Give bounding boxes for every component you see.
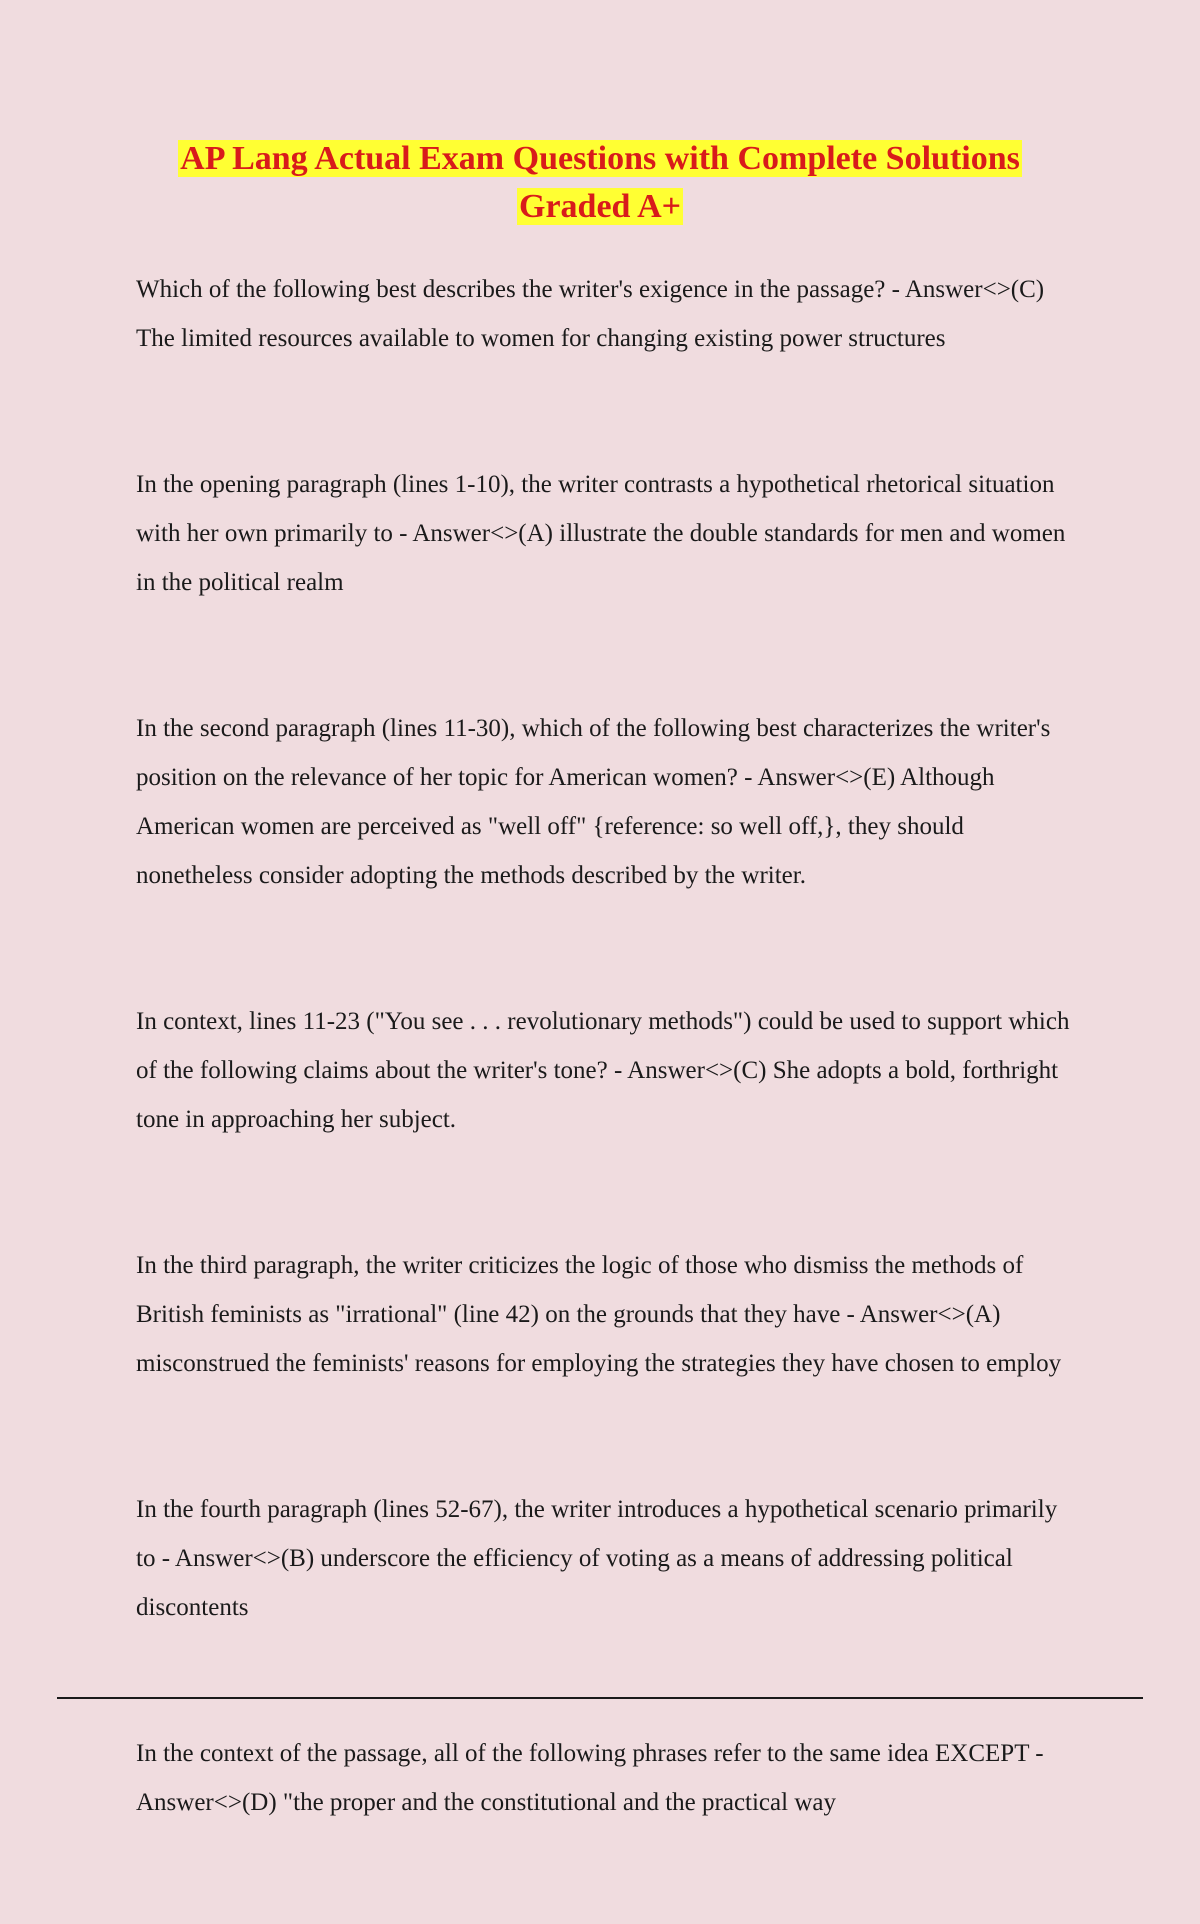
question-answer-1: Which of the following best describes the writer's exigence in the passage? - Answer<>(C) The limited resources available to women for changing existing power structures xyxy=(136,276,1045,352)
document-title xyxy=(100,138,1100,234)
question-answer-7: In the context of the passage, all of the following phrases refer to the same idea EXCEPT - Answer<>(D) "the proper and the constitutional and the practical way xyxy=(136,1740,1044,1816)
title-line-2: Graded A+ xyxy=(519,188,681,225)
question-answer-3: In the second paragraph (lines 11-30), which of the following best characterizes the writer's position on the relevance of her topic for American women? - Answer<>(E) Although American women are perceived as "well off" {reference: so well off,}, they should nonetheless consider adopting the methods described by the writer. xyxy=(136,715,1051,889)
question-list xyxy=(136,265,1071,1924)
question-answer-2: In the opening paragraph (lines 1-10), the writer contrasts a hypothetical rhetorical situation with her own primarily to - Answer<>(A) illustrate the double standards for men and women in the political realm xyxy=(136,471,1066,596)
question-answer-5: In the third paragraph, the writer criticizes the logic of those who dismiss the methods of British feminists as "irrational" (line 42) on the grounds that they have - Answer<>(A) misconstrued the feminists' reasons for employing the strategies they have chosen to employ xyxy=(136,1252,1062,1377)
title-line-1: AP Lang Actual Exam Questions with Complete Solutions xyxy=(180,140,1020,177)
page-bottom-rule xyxy=(57,1697,1143,1699)
question-answer-4: In context, lines 11-23 ("You see . . . revolutionary methods") could be used to support which of the following claims about the writer's tone? - Answer<>(C) She adopts a bold, forthright tone in approaching her subject. xyxy=(136,1008,1070,1133)
question-answer-6: In the fourth paragraph (lines 52-67), the writer introduces a hypothetical scenario primarily to - Answer<>(B) underscore the efficiency of voting as a means of addressing political discontents xyxy=(136,1496,1058,1621)
